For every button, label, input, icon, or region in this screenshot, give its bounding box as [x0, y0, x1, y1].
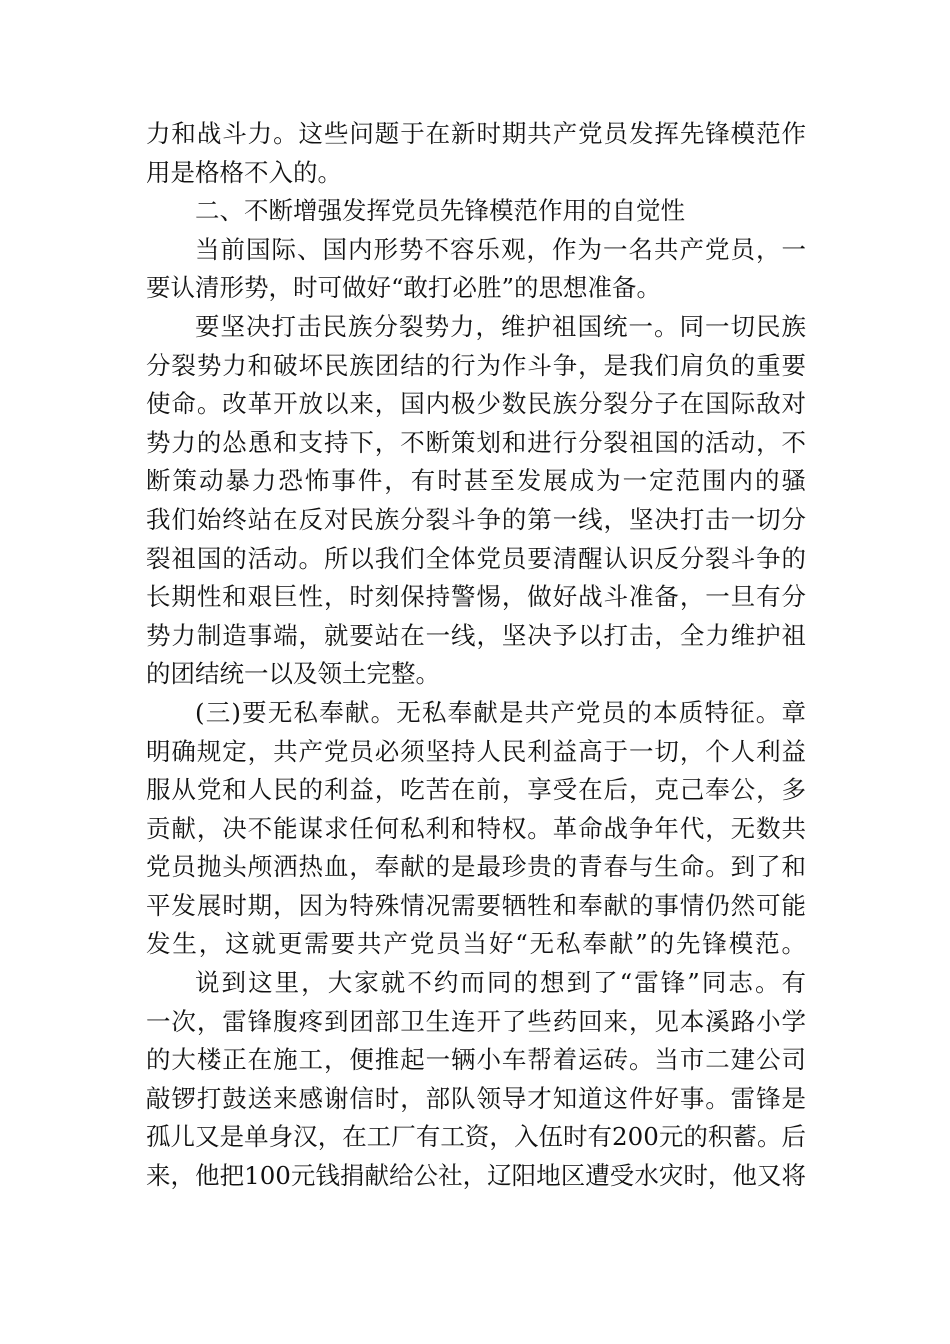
- text-line: 的团结统一以及领土完整。: [146, 659, 440, 689]
- text-line: 势力制造事端，就要站在一线，坚决予以打击，全力维护祖: [146, 620, 806, 650]
- text-line: 使命。改革开放以来，国内极少数民族分裂分子在国际敌对: [146, 389, 806, 419]
- text-line: 的大楼正在施工，便推起一辆小车帮着运砖。当市二建公司: [146, 1045, 806, 1075]
- text-line: 一次，雷锋腹疼到团部卫生连开了些药回来，见本溪路小学: [146, 1006, 806, 1036]
- text-line: 我们始终站在反对民族分裂斗争的第一线，坚决打击一切分: [146, 504, 806, 534]
- text-line: 孤儿又是单身汉，在工厂有工资，入伍时有200元的积蓄。后: [146, 1122, 806, 1152]
- text-line: 力和战斗力。这些问题于在新时期共产党员发挥先锋模范作: [146, 119, 806, 148]
- text-line: 断策动暴力恐怖事件，有时甚至发展成为一定范围内的骚: [146, 466, 806, 496]
- text-line: 党员抛头颅洒热血，奉献的是最珍贵的青春与生命。到了和: [146, 852, 806, 882]
- text-line: 敲锣打鼓送来感谢信时，部队领导才知道这件好事。雷锋是: [146, 1083, 806, 1113]
- text-line: 分裂势力和破坏民族团结的行为作斗争，是我们肩负的重要: [146, 350, 806, 380]
- text-line: 服从党和人民的利益，吃苦在前，享受在后，克己奉公，多: [146, 775, 806, 805]
- text-line: 用是格格不入的。: [146, 157, 342, 187]
- text-line: 说到这里，大家就不约而同的想到了“雷锋”同志。有: [195, 968, 806, 998]
- text-line: 平发展时期，因为特殊情况需要牺牲和奉献的事情仍然可能: [146, 890, 806, 920]
- text-line: 贡献，决不能谋求任何私利和特权。革命战争年代，无数共: [146, 813, 806, 843]
- text-line: 要认清形势，时可做好“敢打必胜”的思想准备。: [146, 273, 662, 303]
- document-body: [146, 115, 806, 1196]
- text-line: 要坚决打击民族分裂势力，维护祖国统一。同一切民族: [195, 311, 806, 341]
- section-heading: 二、不断增强发挥党员先锋模范作用的自觉性: [195, 196, 685, 226]
- text-line: 来，他把100元钱捐献给公社，辽阳地区遭受水灾时，他又将: [146, 1161, 806, 1191]
- text-line: 势力的怂恿和支持下，不断策划和进行分裂祖国的活动，不: [146, 427, 806, 457]
- text-line: 明确规定，共产党员必须坚持人民利益高于一切，个人利益: [146, 736, 806, 766]
- text-line: 发生，这就更需要共产党员当好“无私奉献”的先锋模范。: [146, 929, 806, 959]
- text-line: (三)要无私奉献。无私奉献是共产党员的本质特征。章: [195, 697, 806, 727]
- text-line: 当前国际、国内形势不容乐观，作为一名共产党员，一: [195, 234, 806, 264]
- text-line: 裂祖国的活动。所以我们全体党员要清醒认识反分裂斗争的: [146, 543, 806, 573]
- text-line: 长期性和艰巨性，时刻保持警惕，做好战斗准备，一旦有分: [146, 582, 806, 612]
